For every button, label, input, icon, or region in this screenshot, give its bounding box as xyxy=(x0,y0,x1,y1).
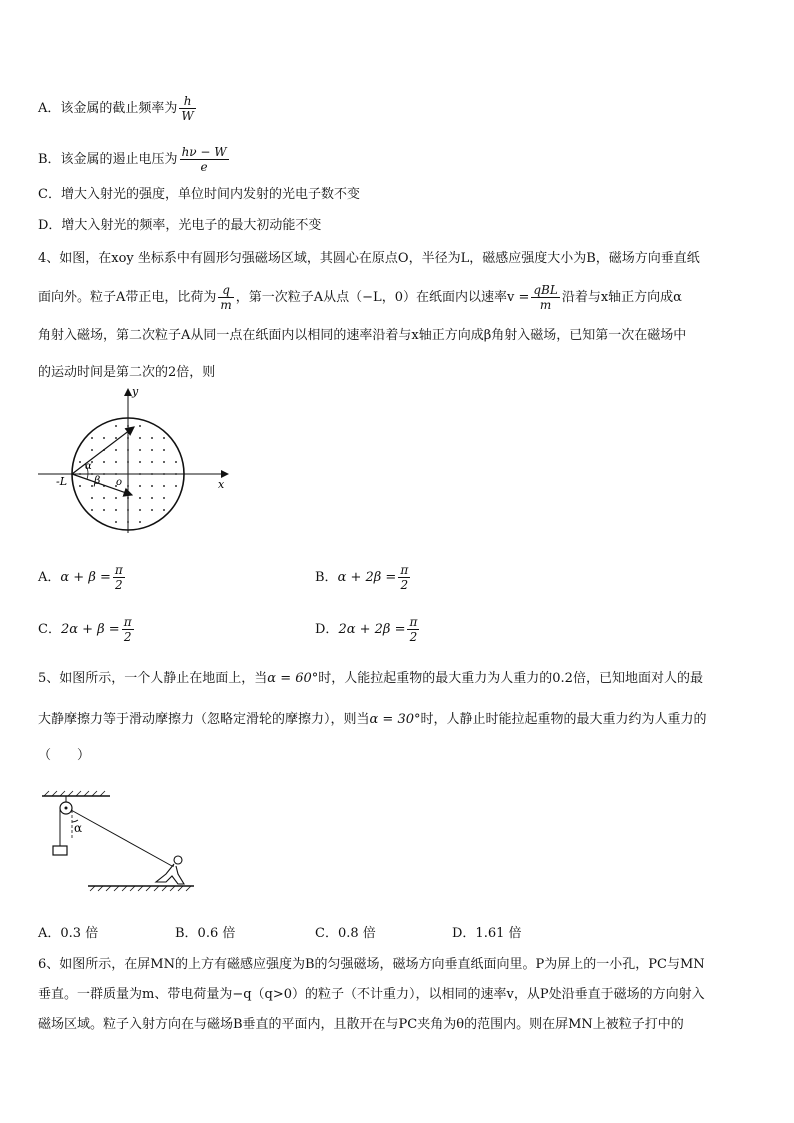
q6-stem-line2: 垂直。一群质量为m、带电荷量为−q（q>0）的粒子（不计重力），以相同的速率v，从P处沿垂直于磁场的方向射入 xyxy=(38,987,705,1002)
field-dot xyxy=(103,461,105,463)
y-axis-label: y xyxy=(132,385,139,398)
field-dot xyxy=(79,473,81,475)
field-dot xyxy=(139,497,141,499)
q6-stem-line1: 6、如图所示，在屏MN的上方有磁感应强度为B的匀强磁场，磁场方向垂直纸面向里。P为屏上的一小孔，PC与MN xyxy=(38,957,705,972)
field-dot xyxy=(139,473,141,475)
q3-option-d: D．增大入射光的频率，光电子的最大初动能不变 xyxy=(38,218,322,233)
q5-stem-line2: 大静摩擦力等于滑动摩擦力（忽略定滑轮的摩擦力），则当α = 30°时，人静止时能拉起重物的最大重力约为人重力的 xyxy=(38,712,707,727)
field-dot xyxy=(91,485,93,487)
field-dot xyxy=(163,437,165,439)
field-dot xyxy=(163,473,165,475)
field-dot xyxy=(163,461,165,463)
q4-option-a: A．α + β = $\frac{\pi}{2}$ xyxy=(38,563,123,592)
field-dot xyxy=(91,497,93,499)
field-dot xyxy=(127,449,129,451)
field-dot xyxy=(115,521,117,523)
field-dot xyxy=(139,449,141,451)
origin-label: o xyxy=(116,477,123,488)
field-dot xyxy=(115,497,117,499)
field-dot xyxy=(175,473,177,475)
q3-option-a: A．该金属的截止频率为 $\frac{h}{W}$ xyxy=(38,94,194,123)
q5-stem-line1: 5、如图所示，一个人静止在地面上，当α = 60°时，人能拉起重物的最大重力为人重力的0.2倍，已知地面对人的最 xyxy=(38,671,703,686)
field-dot xyxy=(79,461,81,463)
field-dot xyxy=(127,461,129,463)
field-dot xyxy=(139,509,141,511)
velocity-alpha-arrow xyxy=(72,427,134,474)
field-dot xyxy=(127,509,129,511)
fraction-q-over-m: $\frac{q}{m}$ xyxy=(220,283,232,312)
field-dot xyxy=(163,497,165,499)
field-dot xyxy=(139,521,141,523)
field-dot xyxy=(175,485,177,487)
field-dot xyxy=(103,497,105,499)
q5-option-c: C．0.8 倍 xyxy=(315,926,376,941)
alpha-angle-label: α xyxy=(74,821,83,835)
field-dot xyxy=(151,485,153,487)
field-dot xyxy=(151,473,153,475)
q6-stem-line3: 磁场区域。粒子入射方向在与磁场B垂直的平面内，且散开在与PC夹角为θ的范围内。则在屏MN上被粒子打中的 xyxy=(38,1017,684,1032)
field-dot xyxy=(115,425,117,427)
field-dot xyxy=(151,437,153,439)
q4-option-d: D．2α + 2β = $\frac{\pi}{2}$ xyxy=(315,615,418,644)
q4-stem-line1: 4、如图，在xoy 坐标系中有圆形匀强磁场区域，其圆心在原点O，半径为L，磁感应强度大小为B，磁场方向垂直纸 xyxy=(38,251,700,266)
rope-angled xyxy=(71,810,172,866)
q3-option-b: B．该金属的遏止电压为 $\frac{h\nu - W}{e}$ xyxy=(38,145,227,174)
field-dot xyxy=(139,437,141,439)
field-dot xyxy=(103,437,105,439)
field-dot xyxy=(163,485,165,487)
fraction-qbl-over-m: $\frac{\text{qBL}}{m}$ xyxy=(533,283,558,312)
weight-block xyxy=(53,846,67,855)
field-dot xyxy=(139,485,141,487)
field-dot xyxy=(127,437,129,439)
q4-stem-line4: 的运动时间是第二次的2倍，则 xyxy=(38,365,216,380)
q4-stem-line3: 角射入磁场，第二次粒子A从同一点在纸面内以相同的速率沿着与x轴正方向成β角射入磁场，已知第一次在磁场中 xyxy=(38,328,687,343)
field-dot xyxy=(115,461,117,463)
person-figure xyxy=(156,856,184,884)
q4-option-c: C．2α + β = $\frac{\pi}{2}$ xyxy=(38,615,132,644)
field-dot xyxy=(91,437,93,439)
field-dot xyxy=(115,509,117,511)
field-dot xyxy=(91,509,93,511)
field-dot xyxy=(151,509,153,511)
fraction-h-over-w: $\frac{h}{W}$ xyxy=(181,94,194,123)
field-dot xyxy=(175,461,177,463)
field-dot xyxy=(127,485,129,487)
q5-stem-line3: （ ） xyxy=(38,748,91,763)
field-dot xyxy=(115,449,117,451)
x-axis-label: x xyxy=(218,478,225,491)
field-dot xyxy=(115,473,117,475)
field-dot xyxy=(103,509,105,511)
field-dot xyxy=(151,449,153,451)
fraction-stopping-voltage: $\frac{h\nu - W}{e}$ xyxy=(181,145,227,174)
q5-option-b: B．0.6 倍 xyxy=(175,926,236,941)
q5-option-d: D．1.61 倍 xyxy=(452,926,522,941)
field-dot xyxy=(79,485,81,487)
field-dot xyxy=(115,437,117,439)
field-dot xyxy=(163,509,165,511)
q4-magnetic-field-figure xyxy=(38,385,238,535)
field-dot xyxy=(151,497,153,499)
velocity-beta-arrow xyxy=(72,474,132,495)
neg-l-label: -L xyxy=(56,475,68,488)
field-dot xyxy=(139,461,141,463)
field-dot xyxy=(91,449,93,451)
q4-stem-line2: 面向外。粒子A带正电，比荷为 $\frac{q}{m}$ ，第一次粒子A从点（−L，0）在纸面内以速率v = $\frac{\text{qBL}}{m}$ 沿着与x轴正方向成α xyxy=(38,283,682,312)
q4-option-b: B．α + 2β = $\frac{\pi}{2}$ xyxy=(315,563,409,592)
field-dot xyxy=(151,461,153,463)
q5-pulley-figure xyxy=(38,788,198,900)
field-dot xyxy=(127,521,129,523)
field-dot xyxy=(127,497,129,499)
q5-option-a: A．0.3 倍 xyxy=(38,926,99,941)
field-dot xyxy=(127,473,129,475)
field-dot xyxy=(103,473,105,475)
field-dot xyxy=(127,425,129,427)
beta-label: β xyxy=(94,474,101,487)
q3-option-c: C．增大入射光的强度，单位时间内发射的光电子数不变 xyxy=(38,187,360,202)
field-dot xyxy=(91,473,93,475)
field-dot xyxy=(139,425,141,427)
field-dot xyxy=(163,449,165,451)
alpha-label: α xyxy=(85,461,92,472)
